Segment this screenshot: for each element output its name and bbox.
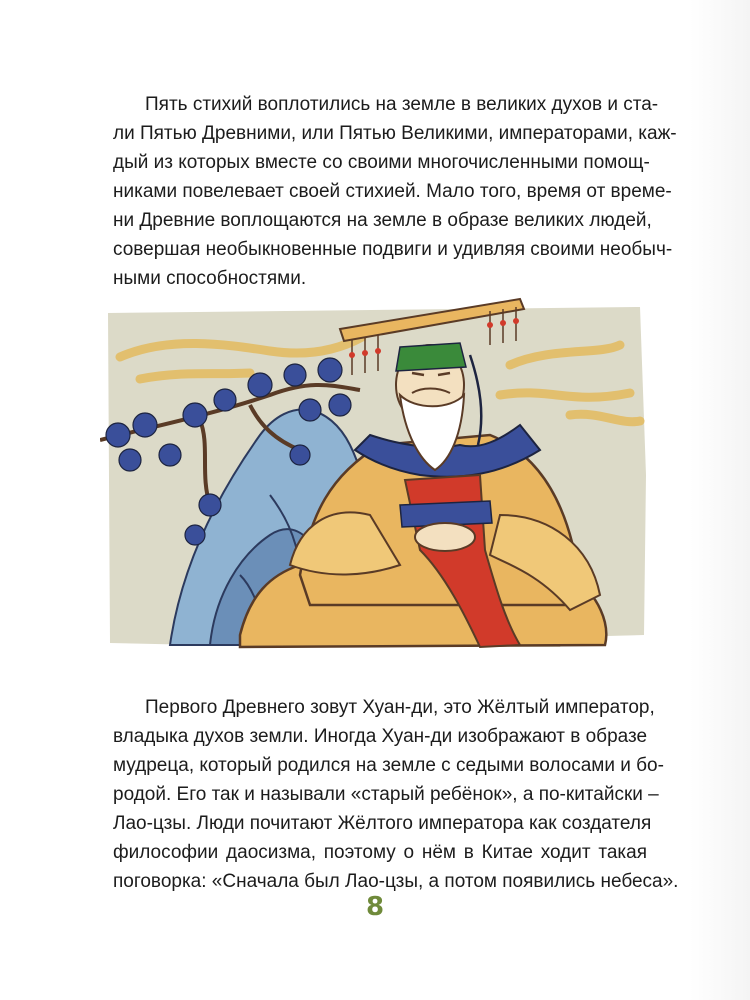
text-line: ли Пятью Древними, или Пятью Великими, императорами, каж- <box>113 123 677 144</box>
text-line: мудреца, который родился на земле с седыми волосами и бо- <box>113 755 664 776</box>
text-line: ни Древние воплощаются на земле в образе великих людей, <box>113 210 652 231</box>
text-line: Лао-цзы. Люди почитают Жёлтого императора как создателя <box>113 813 652 834</box>
text-line: поговорка: «Сначала был Лао-цзы, а потом появились небеса». <box>113 871 679 892</box>
emperor-illustration <box>100 275 650 670</box>
page-number: 8 <box>365 892 385 922</box>
text-line: никами повелевает своей стихией. Мало того, время от време- <box>113 181 672 202</box>
text-line: совершая необыкновенные подвиги и удивляя своими необыч- <box>113 239 673 260</box>
text-line: философии даосизма, поэтому о нём в Китае ходит такая <box>113 842 647 863</box>
text-line: владыка духов земли. Иногда Хуан-ди изображают в образе <box>113 726 648 747</box>
text-line: Первого Древнего зовут Хуан-ди, это Жёлтый император, <box>145 697 655 718</box>
paragraph-huangdi <box>113 693 679 896</box>
text-line: дый из которых вместе со своими многочисленными помощ- <box>113 152 650 173</box>
text-line: родой. Его так и называли «старый ребёнок», а по-китайски – <box>113 784 659 805</box>
paragraph-intro <box>113 90 677 293</box>
hands <box>415 523 475 551</box>
crown-base <box>396 343 466 371</box>
text-line: Пять стихий воплотились на земле в великих духов и ста- <box>145 94 659 115</box>
text-line: ными способностями. <box>113 268 307 289</box>
